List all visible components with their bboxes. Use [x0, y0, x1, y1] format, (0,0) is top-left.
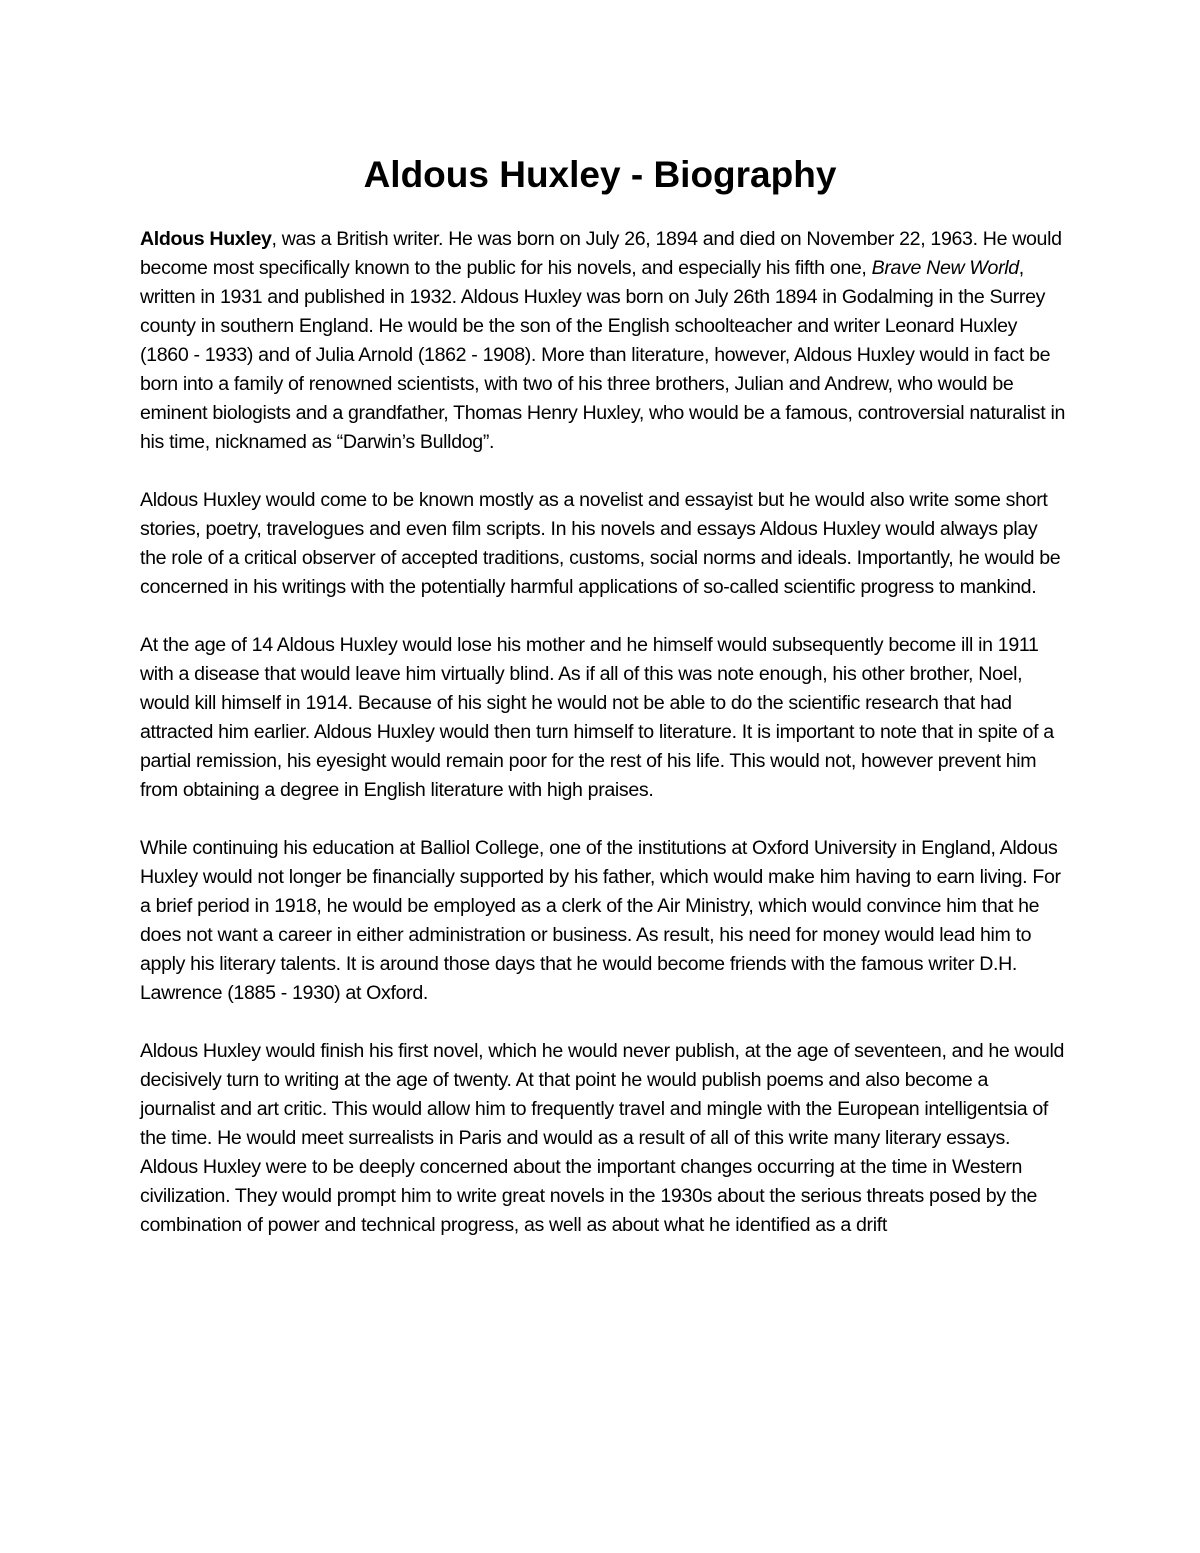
document-body — [140, 225, 1065, 1240]
paragraph-1-text-b: , written in 1931 and published in 1932. Aldous Huxley was born on July 26th 1894 in Godalming in the Surrey county in southern England. He would be the son of the English schoolteacher and writer Leonard Huxley (1860 - 1933) and of Julia Arnold (1862 - 1908). More than literature, however, Aldous Huxley would in fact be born into a family of renowned scientists, with two of his three brothers, Julian and Andrew, who would be eminent biologists and a grandfather, Thomas Henry Huxley, who would be a famous, controversial naturalist in his time, nicknamed as “Darwin’s Bulldog”. — [140, 257, 1065, 453]
paragraph-3: At the age of 14 Aldous Huxley would lose his mother and he himself would subsequently become ill in 1911 with a disease that would leave him virtually blind. As if all of this was note enough, his other brother, Noel, would kill himself in 1914. Because of his sight he would not be able to do the scientific research that had attracted him earlier. Aldous Huxley would then turn himself to literature. It is important to note that in spite of a partial remission, his eyesight would remain poor for the rest of his life. This would not, however prevent him from obtaining a degree in English literature with high praises. — [140, 634, 1054, 801]
paragraph-1 — [140, 225, 1065, 457]
subject-name: Aldous Huxley — [140, 228, 272, 250]
document-title: Aldous Huxley - Biography — [363, 154, 837, 195]
paragraph-5: Aldous Huxley would finish his first novel, which he would never publish, at the age of seventeen, and he would decisively turn to writing at the age of twenty. At that point he would publish poems and also become a journalist and art critic. This would allow him to frequently travel and mingle with the European intelligentsia of the time. He would meet surrealists in Paris and would as a result of all of this write many literary essays. Aldous Huxley were to be deeply concerned about the important changes occurring at the time in Western civilization. They would prompt him to write great novels in the 1930s about the serious threats posed by the combination of power and technical progress, as well as about what he identified as a drift — [140, 1040, 1065, 1236]
paragraph-4: While continuing his education at Balliol College, one of the institutions at Oxford University in England, Aldous Huxley would not longer be financially supported by his father, which would make him having to earn living. For a brief period in 1918, he would be employed as a clerk of the Air Ministry, which would convince him that he does not want a career in either administration or business. As result, his need for money would lead him to apply his literary talents. It is around those days that he would become friends with the famous writer D.H. Lawrence (1885 - 1930) at Oxford. — [140, 837, 1061, 1004]
book-title: Brave New World — [871, 257, 1019, 279]
paragraph-1-text-a: , was a British writer. He was born on July 26, 1894 and died on November 22, 1963. He would become most specifically known to the public for his novels, and especially his fifth one, — [140, 228, 1062, 279]
paragraph-2: Aldous Huxley would come to be known mostly as a novelist and essayist but he would also write some short stories, poetry, travelogues and even film scripts. In his novels and essays Aldous Huxley would always play the role of a critical observer of accepted traditions, customs, social norms and ideals. Importantly, he would be concerned in his writings with the potentially harmful applications of so-called scientific progress to mankind. — [140, 489, 1061, 598]
